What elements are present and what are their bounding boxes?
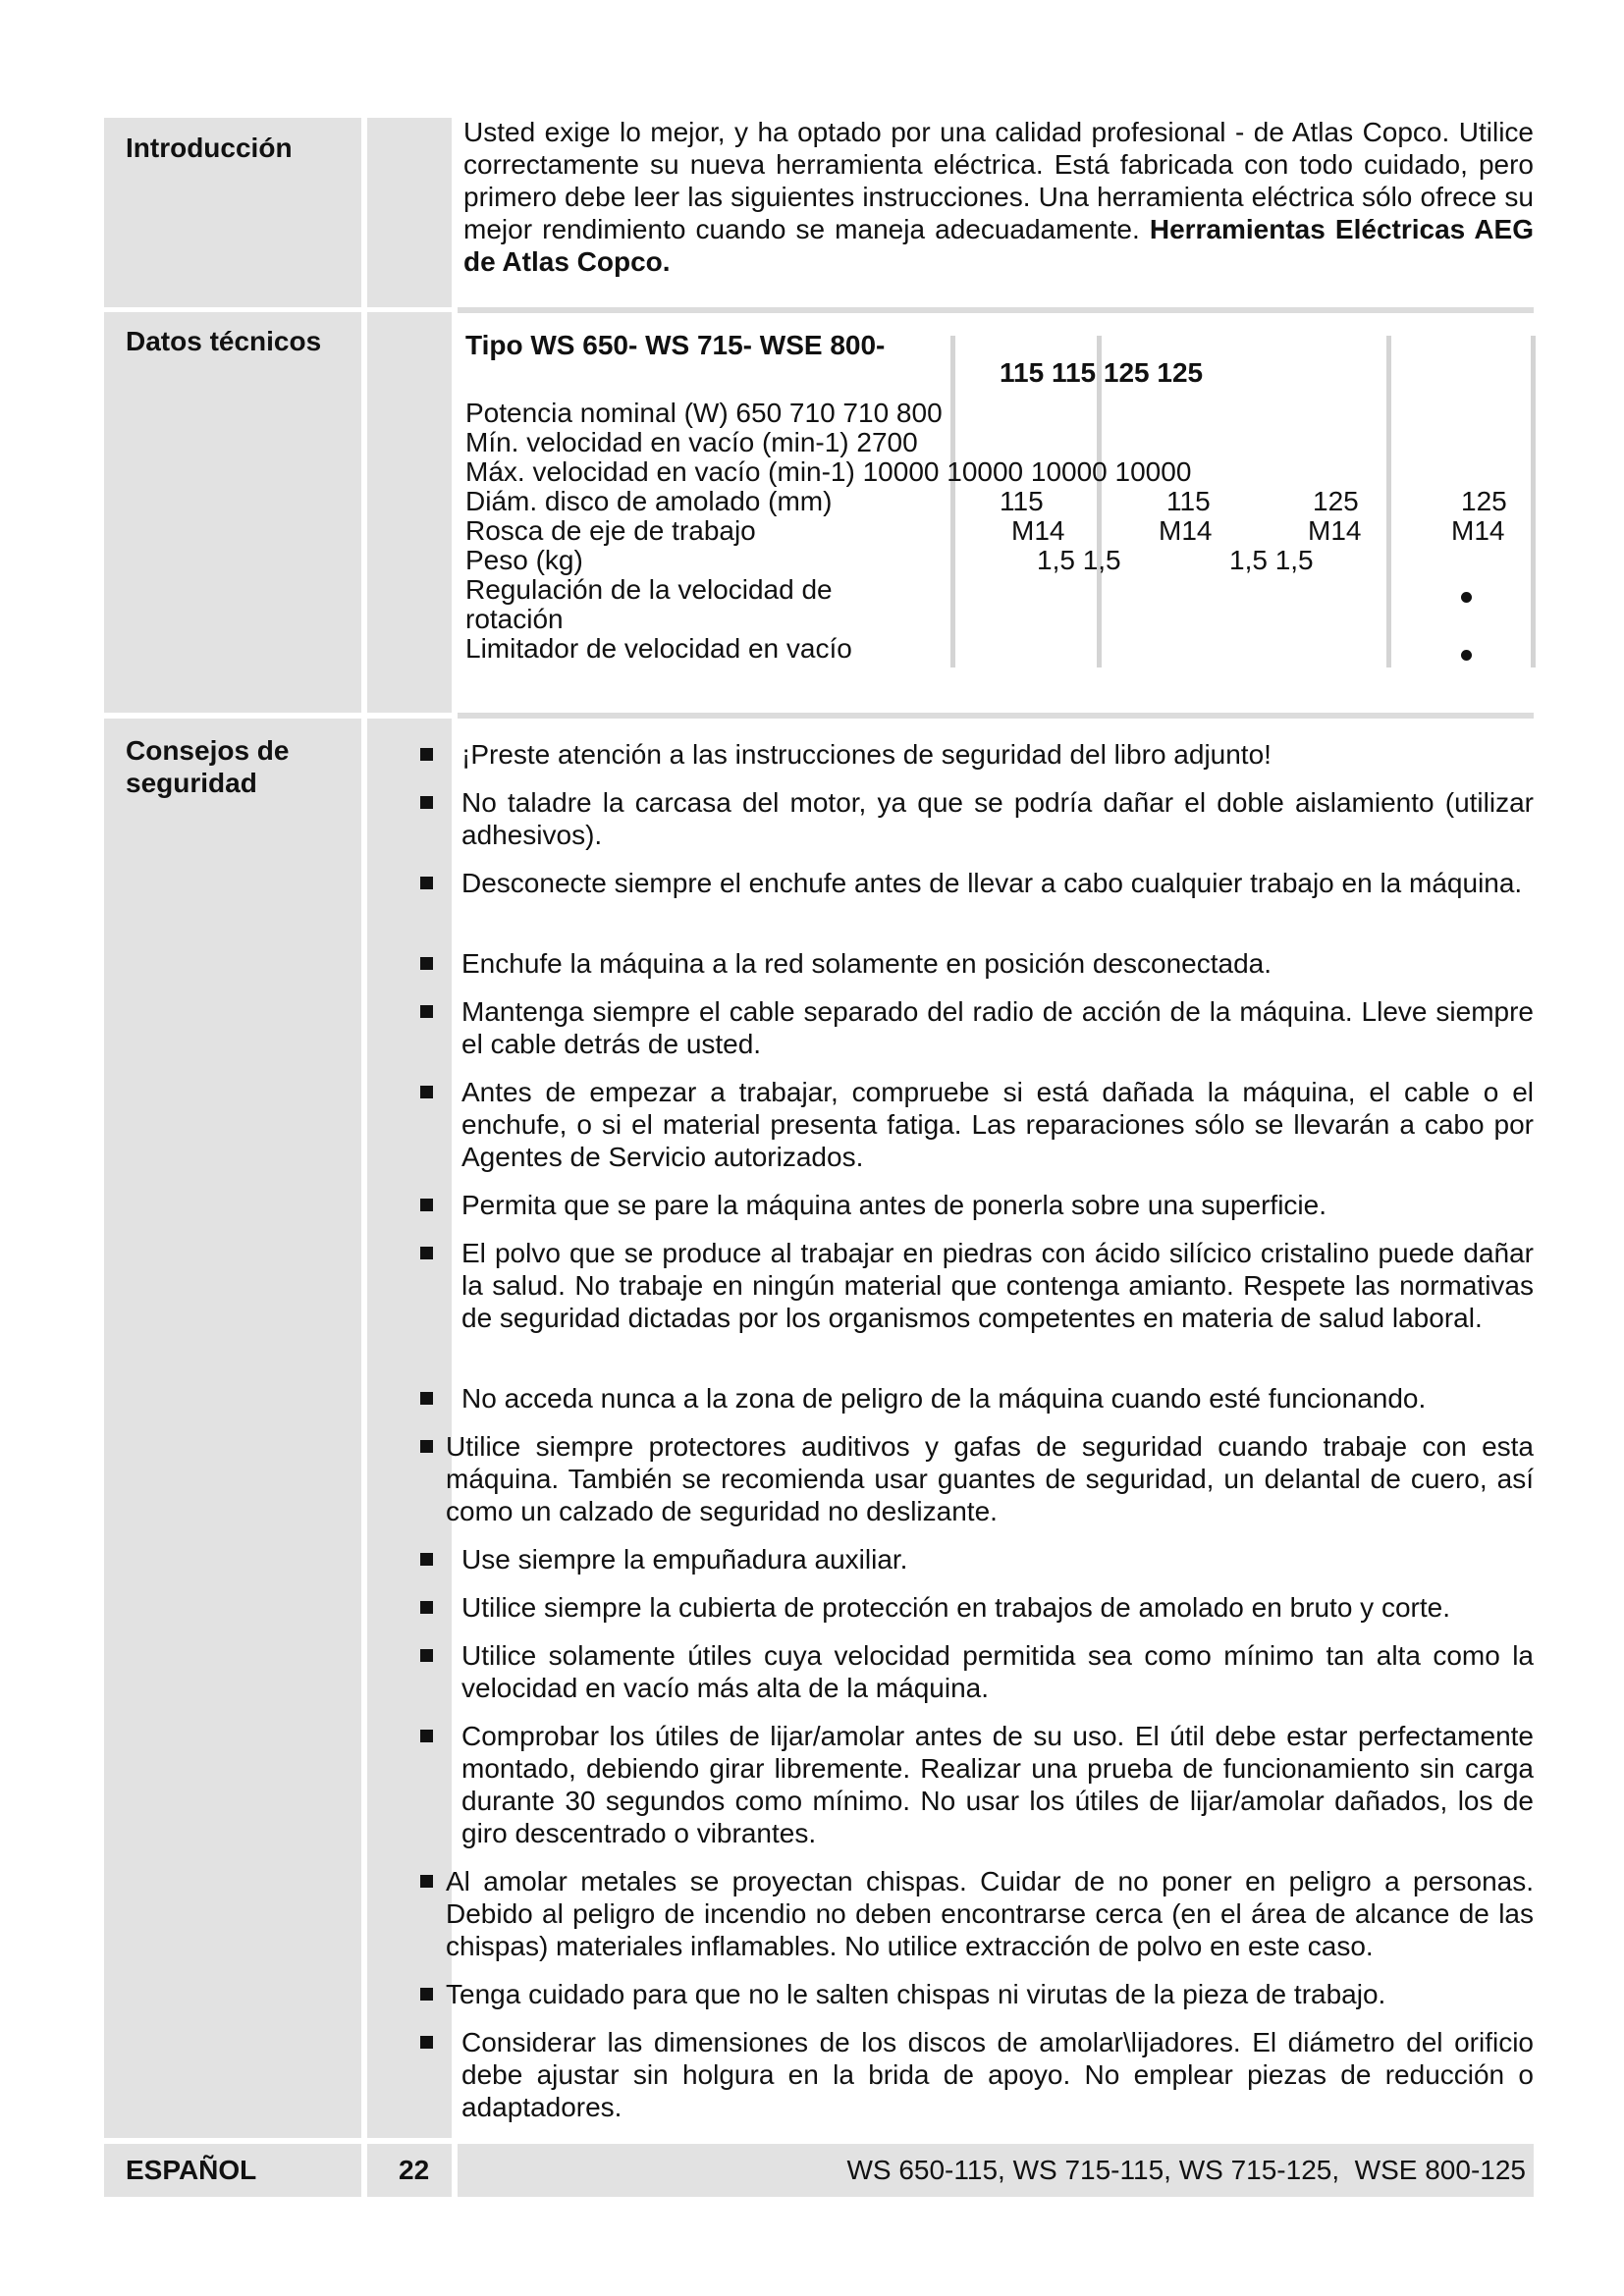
disc-value: 115 [1000, 486, 1044, 516]
bullet-square-icon [420, 1392, 433, 1405]
tech-regulation-label-cont: rotación [465, 604, 564, 634]
thread-value: M14 [1451, 515, 1505, 546]
thread-value: M14 [1308, 515, 1362, 546]
weight-value: 1,5 1,5 [1229, 545, 1314, 575]
safety-list-item [418, 1720, 1534, 1849]
safety-list-item [418, 738, 1534, 771]
intro-text-bold: Herramientas Eléctricas AEG de Atlas Copco. [463, 214, 1534, 277]
safety-item-text: No taladre la carcasa del motor, ya que se podría dañar el doble aislamiento (utilizar adhesivos). [461, 787, 1534, 850]
tech-mid-band [367, 312, 452, 713]
safety-item-text: Comprobar los útiles de lijar/amolar antes de su uso. El útil debe estar perfectamente montado, debiendo girar libremente. Realizar una prueba de funcionamiento sin carga durante 30 segundos como mínimo. No usar los útiles de lijar/amolar dañados, los de giro descentrado o vibrantes. [461, 1721, 1534, 1848]
bullet-square-icon [420, 1649, 433, 1662]
safety-list-item [418, 1430, 1534, 1527]
intro-paragraph [463, 116, 1534, 278]
tech-type-title: Tipo WS 650- WS 715- WSE 800- [465, 330, 886, 360]
bullet-square-icon [420, 1440, 433, 1453]
footer-language: ESPAÑOL [126, 2155, 257, 2185]
bullet-square-icon [420, 877, 433, 889]
disc-value: 125 [1461, 486, 1507, 516]
bullet-square-icon [420, 2036, 433, 2049]
footer-models: WS 650-115, WS 715-115, WS 715-125, WSE 800-125 [846, 2155, 1526, 2185]
intro-text: Usted exige lo mejor, y ha optado por una calidad profesional - de Atlas Copco. Utilice correctamente su nueva herramienta eléctrica. Está fabricada con todo cuidado, pero primero debe leer las siguientes instrucciones. Una herramienta eléctrica sólo ofrece su mejor rendimiento cuando se maneja adecuadamente. [463, 117, 1534, 244]
safety-item-text: Utilice solamente útiles cuya velocidad permitida sea como mínimo tan alta como la velocidad en vacío más alta de la máquina. [461, 1640, 1534, 1703]
safety-item-text: Mantenga siempre el cable separado del radio de acción de la máquina. Lleve siempre el cable detrás de usted. [461, 996, 1534, 1059]
safety-list-item [418, 1382, 1534, 1415]
safety-item-text: El polvo que se produce al trabajar en piedras con ácido silícico cristalino puede dañar la salud. No trabaje en ningún material que contenga amianto. Respete las normativas de seguridad dictadas por los organismos competentes en materia de salud laboral. [461, 1238, 1534, 1333]
safety-item-text: ¡Preste atención a las instrucciones de seguridad del libro adjunto! [461, 739, 1272, 770]
tech-regulation-label: Regulación de la velocidad de [465, 574, 833, 605]
weight-value: 1,5 1,5 [1037, 545, 1121, 575]
section-divider [458, 307, 1534, 313]
safety-list-item [418, 1591, 1534, 1624]
intro-heading: Introducción [126, 133, 293, 163]
tech-label-band [104, 312, 361, 713]
safety-list-item [418, 947, 1534, 980]
thread-value: M14 [1159, 515, 1213, 546]
bullet-square-icon [420, 1601, 433, 1614]
safety-heading: Consejos de [126, 735, 290, 766]
tech-thread-label: Rosca de eje de trabajo [465, 515, 756, 546]
bullet-square-icon [420, 1875, 433, 1888]
safety-list-item [418, 1189, 1534, 1221]
limiter-indicator-dot [1461, 650, 1472, 661]
tech-disc-label: Diám. disco de amolado (mm) [465, 486, 833, 516]
tech-heading: Datos técnicos [126, 326, 322, 356]
safety-item-text: Permita que se pare la máquina antes de ponerla sobre una superficie. [461, 1190, 1326, 1220]
thread-value: M14 [1011, 515, 1065, 546]
safety-list-item [418, 995, 1534, 1060]
safety-item-text: Utilice siempre la cubierta de protección en trabajos de amolado en bruto y corte. [461, 1592, 1450, 1623]
bullet-square-icon [420, 1086, 433, 1098]
tech-weight-label: Peso (kg) [465, 545, 583, 575]
safety-item-text: No acceda nunca a la zona de peligro de la máquina cuando esté funcionando. [461, 1383, 1427, 1414]
page-number: 22 [399, 2155, 430, 2185]
tech-models-header: 115 115 125 125 [1000, 357, 1204, 388]
table-column-rule [1531, 336, 1536, 667]
bullet-square-icon [420, 1199, 433, 1211]
regulation-indicator-dot [1461, 592, 1472, 603]
safety-item-text: Antes de empezar a trabajar, compruebe si está dañada la máquina, el cable o el enchufe, o si el material presenta fatiga. Las reparaciones sólo se llevarán a cabo por Agentes de Servicio autorizados. [461, 1077, 1534, 1172]
safety-list-item [418, 2026, 1534, 2123]
safety-list-item [418, 1543, 1534, 1575]
safety-item-text: Desconecte siempre el enchufe antes de llevar a cabo cualquier trabajo en la máquina. [461, 868, 1523, 898]
bullet-square-icon [420, 796, 433, 809]
safety-list-item [418, 1639, 1534, 1704]
safety-label-band [104, 719, 361, 2138]
disc-value: 125 [1313, 486, 1359, 516]
bullet-square-icon [420, 1247, 433, 1259]
safety-item-text: Enchufe la máquina a la red solamente en posición desconectada. [461, 948, 1272, 979]
safety-item-text: Considerar las dimensiones de los discos de amolar\lijadores. El diámetro del orificio debe ajustar sin holgura en la brida de apoyo. No emplear piezas de reducción o adaptadores. [461, 2027, 1534, 2122]
tech-power-row: Potencia nominal (W) 650 710 710 800 [465, 398, 943, 428]
bullet-square-icon [420, 1988, 433, 2001]
safety-item-text: Use siempre la empuñadura auxiliar. [461, 1544, 908, 1575]
safety-heading-cont: seguridad [126, 768, 257, 798]
table-column-rule [950, 336, 955, 667]
section-divider [458, 713, 1534, 719]
safety-list-item [418, 1865, 1534, 1962]
tech-min-speed-row: Mín. velocidad en vacío (min-1) 2700 [465, 427, 918, 457]
safety-list-item [418, 1076, 1534, 1173]
safety-list-item [418, 1978, 1534, 2010]
bullet-square-icon [420, 1553, 433, 1566]
tech-limiter-label: Limitador de velocidad en vacío [465, 633, 852, 664]
safety-list-item [418, 1237, 1534, 1334]
safety-item-text: Al amolar metales se proyectan chispas. Cuidar de no poner en peligro a personas. Debido al peligro de incendio no deben encontrarse cerca (en el área de alcance de las chispas) materiales inflamables. No utilice extracción de polvo en este caso. [446, 1866, 1534, 1961]
safety-list-item [418, 786, 1534, 851]
safety-list-item [418, 867, 1534, 899]
tech-max-speed-row: Máx. velocidad en vacío (min-1) 10000 10000 10000 10000 [465, 456, 1192, 487]
bullet-square-icon [420, 957, 433, 970]
safety-item-text: Tenga cuidado para que no le salten chispas ni virutas de la pieza de trabajo. [446, 1979, 1386, 2009]
intro-mid-band [367, 118, 452, 307]
bullet-square-icon [420, 1730, 433, 1742]
disc-value: 115 [1166, 486, 1211, 516]
safety-item-text: Utilice siempre protectores auditivos y gafas de seguridad cuando trabaje con esta máquina. También se recomienda usar guantes de seguridad, un delantal de cuero, así como un calzado de seguridad no deslizante. [446, 1431, 1534, 1526]
bullet-square-icon [420, 748, 433, 761]
bullet-square-icon [420, 1005, 433, 1018]
table-column-rule [1386, 336, 1391, 667]
